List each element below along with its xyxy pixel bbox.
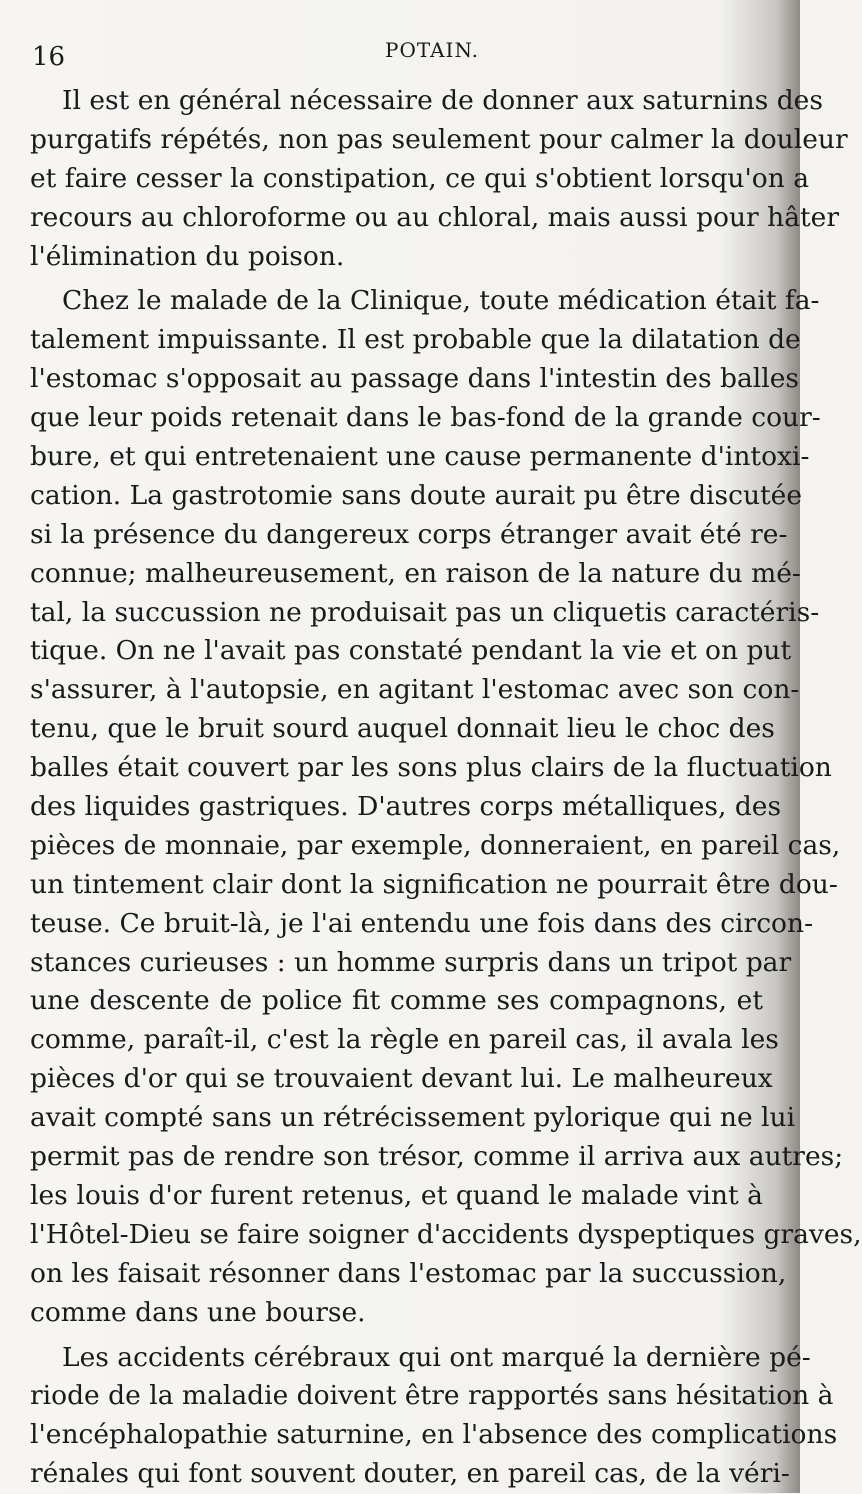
text-line: avait compté sans un rétrécissement pylorique qui ne lui xyxy=(30,1099,763,1138)
text-line: un tintement clair dont la signification ne pourrait être dou- xyxy=(30,866,763,905)
text-line: talement impuissante. Il est probable que la dilatation de xyxy=(30,321,763,360)
text-line: si la présence du dangereux corps étranger avait été re- xyxy=(30,516,763,555)
text-line: comme dans une bourse. xyxy=(30,1294,763,1333)
page-number: 16 xyxy=(32,42,65,72)
text-line: on les faisait résonner dans l'estomac par la succussion, xyxy=(30,1255,763,1294)
text-line: stances curieuses : un homme surpris dans un tripot par xyxy=(30,944,763,983)
text-line: recours au chloroforme ou au chloral, mais aussi pour hâter xyxy=(30,199,763,238)
paragraph xyxy=(30,282,763,1332)
text-line: Les accidents cérébraux qui ont marqué la dernière pé- xyxy=(30,1339,763,1378)
text-line: des liquides gastriques. D'autres corps métalliques, des xyxy=(30,788,763,827)
text-line: Il est en général nécessaire de donner aux saturnins des xyxy=(30,82,763,121)
paragraph xyxy=(30,1339,763,1494)
text-line: l'estomac s'opposait au passage dans l'intestin des balles xyxy=(30,360,763,399)
text-line: l'encéphalopathie saturnine, en l'absence des complications xyxy=(30,1416,763,1455)
paragraph xyxy=(30,82,763,276)
text-line: Chez le malade de la Clinique, toute médication était fa- xyxy=(30,282,763,321)
text-line: rénales qui font souvent douter, en pareil cas, de la véri- xyxy=(30,1455,763,1494)
text-line: teuse. Ce bruit-là, je l'ai entendu une fois dans des circon- xyxy=(30,905,763,944)
text-line: permit pas de rendre son trésor, comme il arriva aux autres; xyxy=(30,1138,763,1177)
text-line: et faire cesser la constipation, ce qui s'obtient lorsqu'on a xyxy=(30,160,763,199)
text-line: purgatifs répétés, non pas seulement pour calmer la douleur xyxy=(30,121,763,160)
text-line: cation. La gastrotomie sans doute aurait pu être discutée xyxy=(30,477,763,516)
text-line: les louis d'or furent retenus, et quand le malade vint à xyxy=(30,1177,763,1216)
text-line: pièces de monnaie, par exemple, donneraient, en pareil cas, xyxy=(30,827,763,866)
text-line: bure, et qui entretenaient une cause permanente d'intoxi- xyxy=(30,438,763,477)
running-head: POTAIN. xyxy=(385,38,479,62)
text-line: pièces d'or qui se trouvaient devant lui. Le malheureux xyxy=(30,1060,763,1099)
text-line: tal, la succussion ne produisait pas un cliquetis caractéris- xyxy=(30,594,763,633)
body-text xyxy=(30,82,763,1494)
text-line: tique. On ne l'avait pas constaté pendant la vie et on put xyxy=(30,632,763,671)
text-line: riode de la maladie doivent être rapportés sans hésitation à xyxy=(30,1377,763,1416)
text-line: l'élimination du poison. xyxy=(30,238,763,277)
text-line: balles était couvert par les sons plus clairs de la fluctuation xyxy=(30,749,763,788)
page-header xyxy=(30,34,770,74)
text-line: s'assurer, à l'autopsie, en agitant l'estomac avec son con- xyxy=(30,671,763,710)
text-line: une descente de police fit comme ses compagnons, et xyxy=(30,982,763,1021)
text-line: comme, paraît-il, c'est la règle en pareil cas, il avala les xyxy=(30,1021,763,1060)
text-line: connue; malheureusement, en raison de la nature du mé- xyxy=(30,555,763,594)
text-line: que leur poids retenait dans le bas-fond de la grande cour- xyxy=(30,399,763,438)
text-line: tenu, que le bruit sourd auquel donnait lieu le choc des xyxy=(30,710,763,749)
text-line: l'Hôtel-Dieu se faire soigner d'accidents dyspeptiques graves, xyxy=(30,1216,763,1255)
